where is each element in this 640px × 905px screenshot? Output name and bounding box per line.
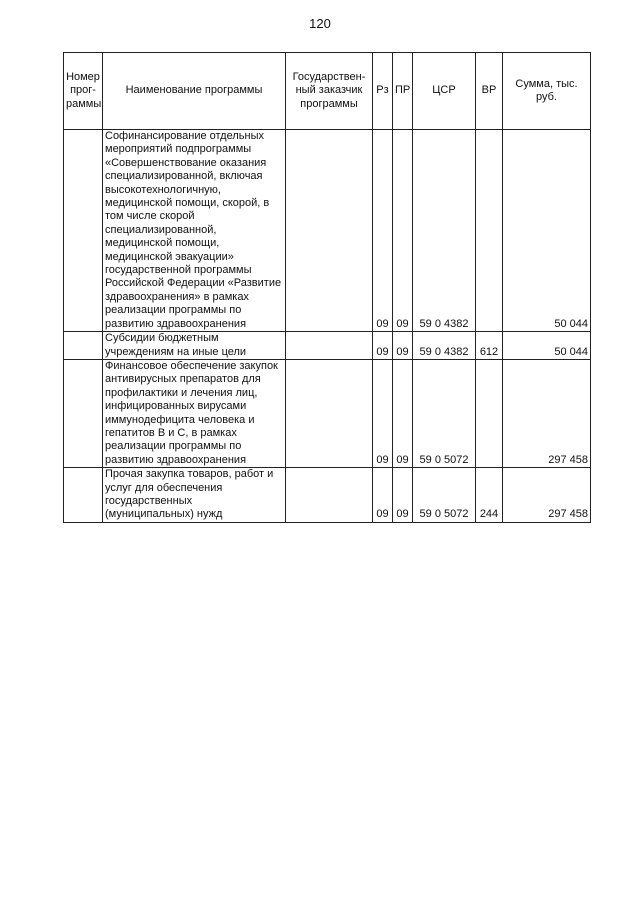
pr-cell: 09 xyxy=(393,130,413,332)
pr-cell: 09 xyxy=(393,359,413,467)
header-csr: ЦСР xyxy=(413,53,476,130)
header-customer: Государствен-ный заказчик программы xyxy=(286,53,373,130)
csr-cell: 59 0 4382 xyxy=(413,332,476,360)
table-row xyxy=(64,130,591,332)
program-name-cell: Прочая закупка товаров, работ и услуг для обеспечения государственных (муниципальных) нужд xyxy=(103,468,286,523)
customer-cell xyxy=(286,359,373,467)
rz-cell: 09 xyxy=(373,130,393,332)
header-pr: ПР xyxy=(393,53,413,130)
program-number-cell xyxy=(64,130,103,332)
csr-cell: 59 0 5072 xyxy=(413,359,476,467)
program-number-cell xyxy=(64,332,103,360)
customer-cell xyxy=(286,130,373,332)
table-row xyxy=(64,332,591,360)
sum-cell: 50 044 xyxy=(503,130,591,332)
header-vr: ВР xyxy=(476,53,503,130)
vr-cell: 244 xyxy=(476,468,503,523)
header-program-number: Номер прог-раммы xyxy=(64,53,103,130)
vr-cell: 612 xyxy=(476,332,503,360)
csr-cell: 59 0 4382 xyxy=(413,130,476,332)
sum-cell: 297 458 xyxy=(503,359,591,467)
table-row xyxy=(64,468,591,523)
program-name-cell: Субсидии бюджетным учреждениям на иные цели xyxy=(103,332,286,360)
program-name-cell: Софинансирование отдельных мероприятий подпрограммы «Совершенствование оказания специализированной, включая высокотехнологичную, медицинской помощи, скорой, в том числе скорой специализированной, медицинской помощи, медицинской эвакуации» государственной программы Российской Федерации «Развитие здравоохранения» в рамках реализации программы по развитию здравоохранения xyxy=(103,130,286,332)
page-number: 120 xyxy=(309,16,331,31)
program-number-cell xyxy=(64,468,103,523)
sum-cell: 50 044 xyxy=(503,332,591,360)
table-header-row xyxy=(64,53,591,130)
rz-cell: 09 xyxy=(373,359,393,467)
budget-table xyxy=(63,52,591,523)
pr-cell: 09 xyxy=(393,468,413,523)
table-row xyxy=(64,359,591,467)
sum-cell: 297 458 xyxy=(503,468,591,523)
header-rz: Рз xyxy=(373,53,393,130)
csr-cell: 59 0 5072 xyxy=(413,468,476,523)
customer-cell xyxy=(286,332,373,360)
header-sum: Сумма, тыс. руб. xyxy=(503,53,591,130)
rz-cell: 09 xyxy=(373,468,393,523)
vr-cell xyxy=(476,359,503,467)
program-number-cell xyxy=(64,359,103,467)
pr-cell: 09 xyxy=(393,332,413,360)
header-program-name: Наименование программы xyxy=(103,53,286,130)
customer-cell xyxy=(286,468,373,523)
program-name-cell: Финансовое обеспечение закупок антивирусных препаратов для профилактики и лечения лиц, инфицированных вирусами иммунодефицита человека и гепатитов В и С, в рамках реализации программы по развитию здравоохранения xyxy=(103,359,286,467)
rz-cell: 09 xyxy=(373,332,393,360)
vr-cell xyxy=(476,130,503,332)
